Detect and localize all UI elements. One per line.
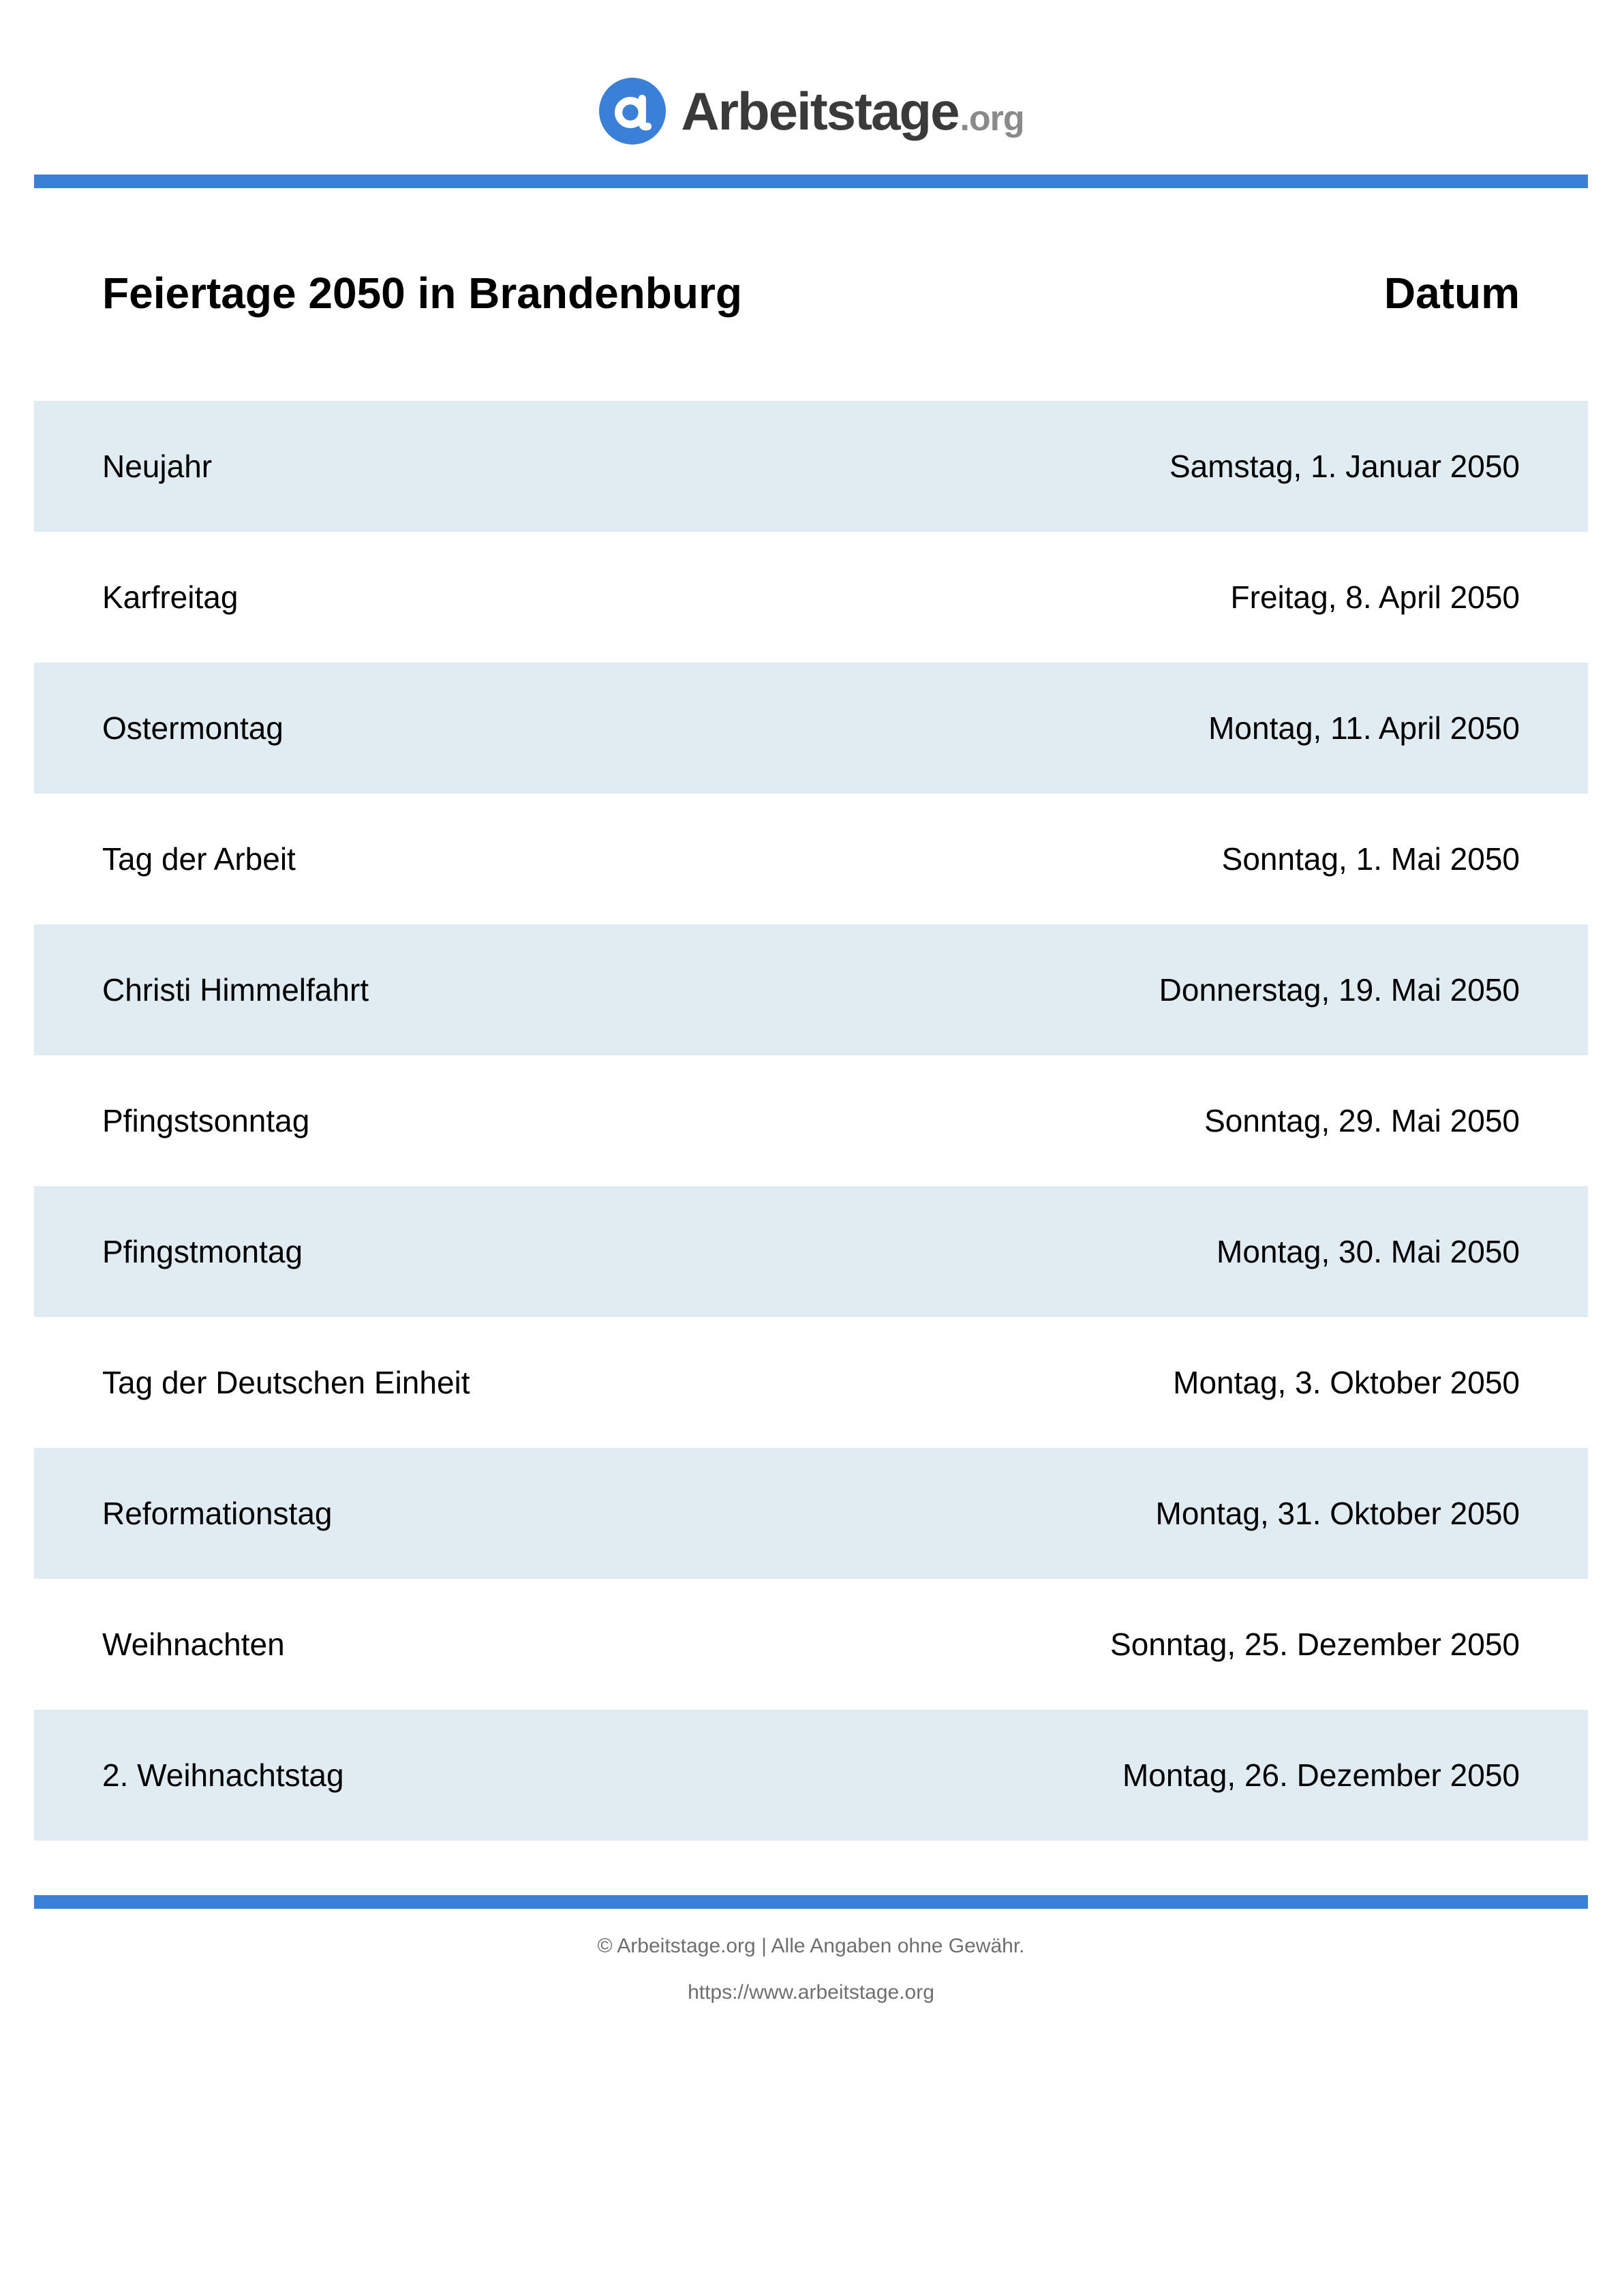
- table-row: [34, 663, 1588, 794]
- table-header: [34, 259, 1588, 327]
- holiday-name: Weihnachten: [102, 1627, 285, 1662]
- holiday-date: Samstag, 1. Januar 2050: [1169, 449, 1520, 484]
- holiday-name: 2. Weihnachtstag: [102, 1757, 344, 1793]
- table-row: [34, 924, 1588, 1055]
- date-column-header: Datum: [1383, 269, 1520, 318]
- table-row: [34, 1186, 1588, 1317]
- table-row: [34, 794, 1588, 924]
- holiday-name: Christi Himmelfahrt: [102, 972, 369, 1008]
- brand-logo: [0, 74, 1622, 149]
- brand-name: Arbeitstage: [681, 81, 959, 141]
- holiday-name: Pfingstsonntag: [102, 1103, 310, 1138]
- holiday-date: Montag, 3. Oktober 2050: [1173, 1365, 1520, 1400]
- table-row: [34, 1579, 1588, 1710]
- holiday-date: Montag, 11. April 2050: [1208, 710, 1520, 746]
- holiday-date: Sonntag, 25. Dezember 2050: [1110, 1627, 1520, 1662]
- holiday-date: Montag, 30. Mai 2050: [1216, 1234, 1520, 1269]
- brand-logo-inner: [598, 76, 1024, 146]
- holiday-name: Neujahr: [102, 449, 213, 484]
- holiday-date: Sonntag, 29. Mai 2050: [1204, 1103, 1520, 1138]
- holiday-date: Montag, 31. Oktober 2050: [1155, 1496, 1520, 1531]
- holiday-name: Ostermontag: [102, 710, 284, 746]
- footer-url: https://www.arbeitstage.org: [688, 1981, 934, 2004]
- table-row: [34, 1317, 1588, 1448]
- table-row: [34, 1055, 1588, 1186]
- holiday-date: Sonntag, 1. Mai 2050: [1221, 841, 1520, 877]
- holiday-date: Donnerstag, 19. Mai 2050: [1159, 972, 1520, 1008]
- holiday-name: Karfreitag: [102, 579, 239, 615]
- holiday-name: Pfingstmontag: [102, 1234, 303, 1269]
- footer-copyright: © Arbeitstage.org | Alle Angaben ohne Gewähr.: [597, 1935, 1025, 1957]
- table-row: [34, 401, 1588, 532]
- holiday-date: Freitag, 8. April 2050: [1230, 579, 1520, 615]
- at-sign-icon: [598, 76, 667, 146]
- holiday-name: Tag der Deutschen Einheit: [102, 1365, 470, 1400]
- holiday-name: Tag der Arbeit: [102, 841, 296, 877]
- top-divider: [34, 175, 1588, 188]
- table-row: [34, 532, 1588, 663]
- holiday-date: Montag, 26. Dezember 2050: [1122, 1757, 1520, 1793]
- bottom-divider: [34, 1895, 1588, 1909]
- page-title: Feiertage 2050 in Brandenburg: [102, 269, 742, 318]
- holiday-table: [34, 401, 1588, 1841]
- brand-tld: .org: [960, 99, 1024, 138]
- holiday-name: Reformationstag: [102, 1496, 333, 1531]
- table-row: [34, 1710, 1588, 1841]
- table-row: [34, 1448, 1588, 1579]
